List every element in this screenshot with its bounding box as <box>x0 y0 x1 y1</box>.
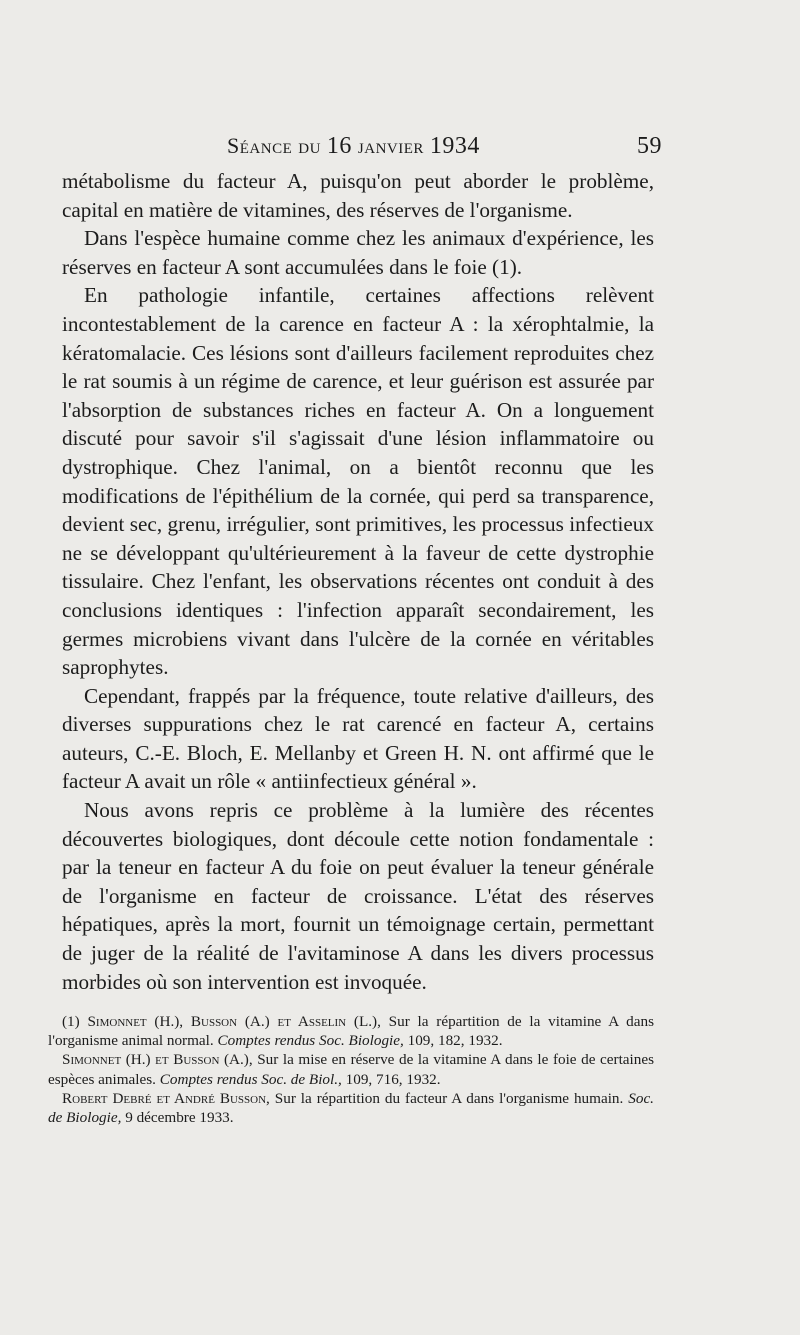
running-head: Séance du 16 janvier 1934 <box>227 133 480 159</box>
paragraph: Dans l'espèce humaine comme chez les animaux d'expérience, les réserves en facteur A sont accumulées dans le foie (1). <box>62 226 654 279</box>
paragraph: En pathologie infantile, certaines affections relèvent incontestablement de la carence en facteur A : la xérophtalmie, la kératomalacie. Ces lésions sont d'ailleurs facilement reproduites chez le rat soumis à un régime de carence, et leur guérison est assurée par l'absorption de substances riches en facteur A. On a longuement discuté pour savoir s'il s'agissait d'une lésion inflammatoire ou dystrophique. Chez l'animal, on a bientôt reconnu que les modifications de l'épithélium de la cornée, qui perd sa transparence, devient sec, grenu, irrégulier, sont primitives, les processus infectieux ne se développant qu'ultérieurement à la faveur de cette dystrophie tissulaire. Chez l'enfant, les observations récentes ont conduit à des conclusions identiques : l'infection apparaît secondairement, les germes microbiens vivant dans l'ulcère de la cornée en véritables saprophytes. <box>62 283 654 680</box>
body-text <box>62 167 654 996</box>
footnotes <box>48 1012 654 1127</box>
page-header <box>62 133 662 160</box>
footnote: Robert Debré et André Busson, Sur la répartition du facteur A dans l'organisme humain. Soc. de Biologie, 9 décembre 1933. <box>48 1089 654 1127</box>
paragraph: Cependant, frappés par la fréquence, toute relative d'ailleurs, des diverses suppurations chez le rat carencé en facteur A, certains auteurs, C.-E. Bloch, E. Mellanby et Green H. N. ont affirmé que le facteur A avait un rôle « antiinfectieux général ». <box>62 683 654 794</box>
paragraph: métabolisme du facteur A, puisqu'on peut aborder le problème, capital en matière de vitamines, des réserves de l'organisme. <box>62 169 654 222</box>
footnote: Simonnet (H.) et Busson (A.), Sur la mise en réserve de la vitamine A dans le foie de certaines espèces animales. Comptes rendus Soc. de Biol., 109, 716, 1932. <box>48 1051 654 1088</box>
footnote: (1) Simonnet (H.), Busson (A.) et Asselin (L.), Sur la répartition de la vitamine A dans l'organisme animal normal. Comptes rendus Soc. Biologie, 109, 182, 1932. <box>48 1013 654 1050</box>
page-number: 59 <box>637 133 662 159</box>
paragraph: Nous avons repris ce problème à la lumière des récentes découvertes biologiques, dont découle cette notion fondamentale : par la teneur en facteur A du foie on peut évaluer la teneur générale de l'organisme en facteur de croissance. L'état des réserves hépatiques, après la mort, fournit un témoignage certain, permettant de juger de la réalité de l'avitaminose A dans les divers processus morbides où son intervention est invoquée. <box>62 798 654 994</box>
